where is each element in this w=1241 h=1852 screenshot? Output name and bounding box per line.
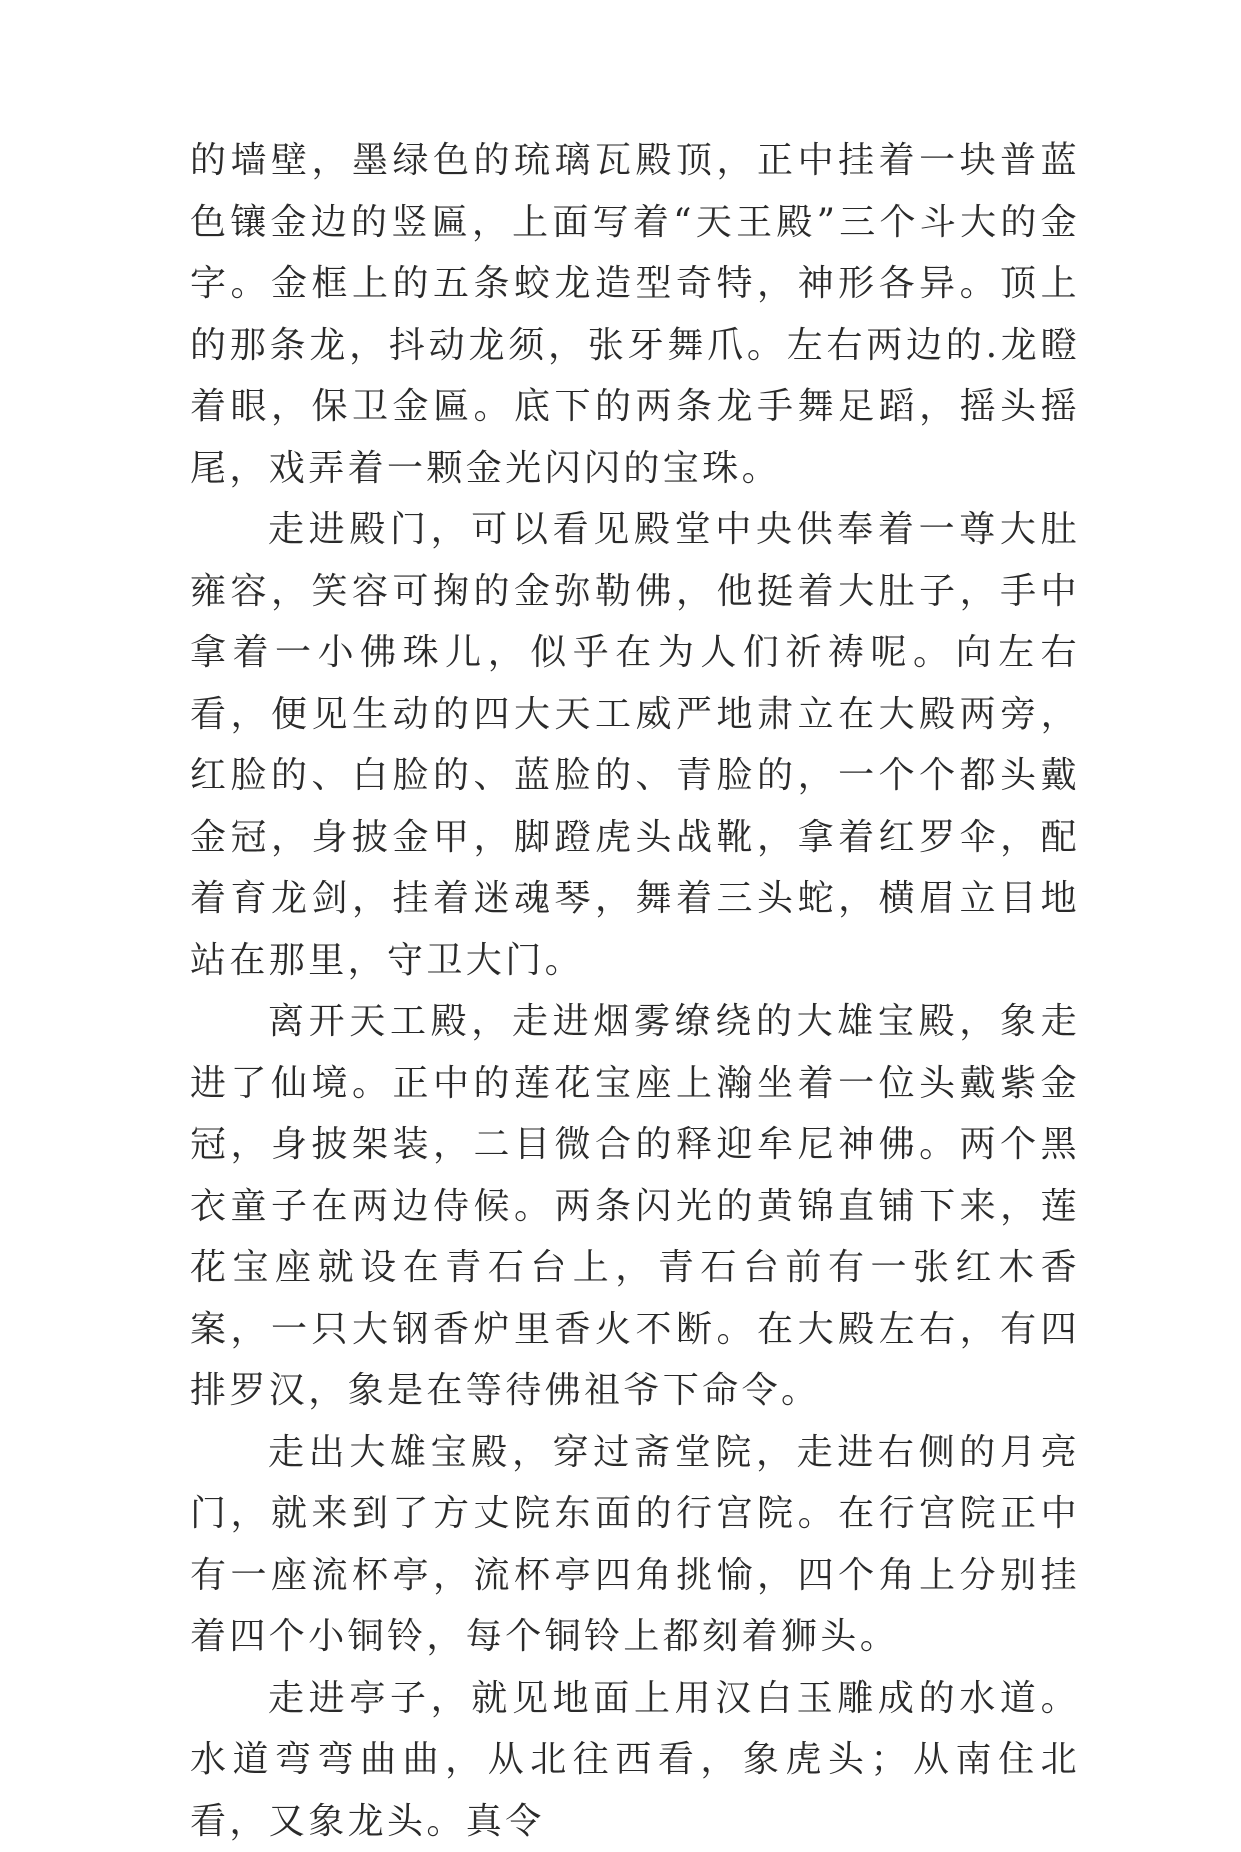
paragraph-4: 走出大雄宝殿，穿过斋堂院，走进右侧的月亮门，就来到了方丈院东面的行宫院。在行宫院正中有一座流杯亭，流杯亭四角挑愉，四个角上分别挂着四个小铜铃，每个铜铃上都刻着狮头。 bbox=[190, 1422, 1080, 1668]
body-text bbox=[190, 130, 1080, 1852]
paragraph-2: 走进殿门，可以看见殿堂中央供奉着一尊大肚雍容，笑容可掬的金弥勒佛，他挺着大肚子，手中拿着一小佛珠儿，似乎在为人们祈祷呢。向左右看，便见生动的四大天工威严地肃立在大殿两旁，红脸的、白脸的、蓝脸的、青脸的，一个个都头戴金冠，身披金甲，脚蹬虎头战靴，拿着红罗伞，配着育龙剑，挂着迷魂琴，舞着三头蛇，横眉立目地站在那里，守卫大门。 bbox=[190, 499, 1080, 991]
paragraph-5: 走进亭子，就见地面上用汉白玉雕成的水道。水道弯弯曲曲，从北往西看，象虎头；从南住北看，又象龙头。真令 bbox=[190, 1668, 1080, 1852]
paragraph-3: 离开天工殿，走进烟雾缭绕的大雄宝殿，象走进了仙境。正中的莲花宝座上瀚坐着一位头戴紫金冠，身披架装，二目微合的释迎牟尼神佛。两个黑衣童子在两边侍候。两条闪光的黄锦直铺下来，莲花宝座就设在青石台上，青石台前有一张红木香案，一只大钢香炉里香火不断。在大殿左右，有四排罗汉，象是在等待佛祖爷下命令。 bbox=[190, 991, 1080, 1422]
paragraph-1: 的墙壁，墨绿色的琉璃瓦殿顶，正中挂着一块普蓝色镶金边的竖匾，上面写着“天王殿”三个斗大的金字。金框上的五条蛟龙造型奇特，神形各异。顶上的那条龙，抖动龙须，张牙舞爪。左右两边的.龙瞪着眼，保卫金匾。底下的两条龙手舞足蹈，摇头摇尾，戏弄着一颗金光闪闪的宝珠。 bbox=[190, 130, 1080, 499]
